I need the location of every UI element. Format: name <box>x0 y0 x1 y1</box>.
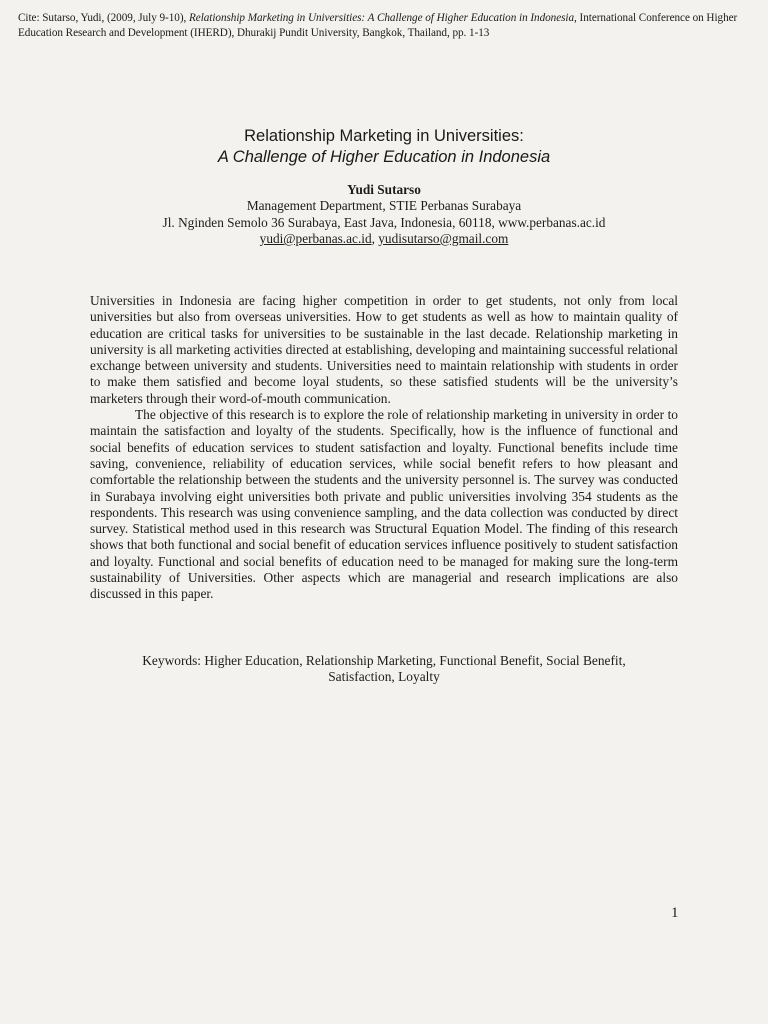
keywords-line-1: Keywords: Higher Education, Relationship Marketing, Functional Benefit, Social Benefit, <box>142 653 626 668</box>
keywords <box>90 653 678 686</box>
paper-title-line2: A Challenge of Higher Education in Indonesia <box>217 148 551 166</box>
abstract <box>90 293 678 603</box>
citation-note <box>18 11 758 41</box>
email-link-secondary[interactable]: yudisutarso@gmail.com <box>378 230 509 246</box>
author-affiliation: Management Department, STIE Perbanas Surabaya <box>246 198 522 214</box>
author-emails <box>0 231 768 247</box>
author-info <box>0 182 768 247</box>
paper-title <box>0 126 768 168</box>
page-number: 1 <box>671 905 679 921</box>
keywords-line-2: Satisfaction, Loyalty <box>328 669 440 685</box>
author-address: Jl. Nginden Semolo 36 Surabaya, East Java, Indonesia, 60118, www.perbanas.ac.id <box>162 214 606 230</box>
citation-prefix: Cite: Sutarso, Yudi, (2009, July 9-10), <box>18 12 187 24</box>
author-name: Yudi Sutarso <box>347 182 421 197</box>
abstract-paragraph-1: Universities in Indonesia are facing higher competition in order to get students, not only from local universities but also from overseas universities. How to get students as well as how to maintain quality of education are critical tasks for universities to be sustainable in the last decade. Relationship marketing in university is all marketing activities directed at establishing, developing and maintaining successful relational exchange between university and students. Universities need to maintain relationship with students in order to make them satisfied and become loyal students, so these satisfied students will be the university’s marketers through their word-of-mouth communication. <box>90 293 678 406</box>
email-link-primary[interactable]: yudi@perbanas.ac.id <box>259 230 372 246</box>
citation-suffix: International Conference on Higher Education Research and Development (IHERD), Dhurakij Pundit University, Bangkok, Thailand, pp. 1-13 <box>18 12 738 39</box>
email-separator: , <box>371 230 375 246</box>
abstract-paragraph-2: The objective of this research is to explore the role of relationship marketing in university in order to maintain the satisfaction and loyalty of the students. Specifically, how is the influence of functional and social benefits of education services to student satisfaction and loyalty. Functional benefits include time saving, convenience, reliability of education services, while social benefit refers to how pleasant and comfortable the relationship between the students and the university personnel is. The survey was conducted in Surabaya involving eight universities both private and public universities involving 354 students as the respondents. This research was using convenience sampling, and the data collection was conducted by direct survey. Statistical method used in this research was Structural Equation Model. The finding of this research shows that both functional and social benefit of education services influence positively to student satisfaction and loyalty. Functional and social benefits of education need to be managed for making sure the long-term sustainability of Universities. Other aspects which are managerial and research implications are also discussed in this paper. <box>90 407 678 602</box>
paper-title-line1: Relationship Marketing in Universities: <box>244 127 524 145</box>
citation-italic-title: Relationship Marketing in Universities: A Challenge of Higher Education in Indonesia, <box>189 12 577 24</box>
